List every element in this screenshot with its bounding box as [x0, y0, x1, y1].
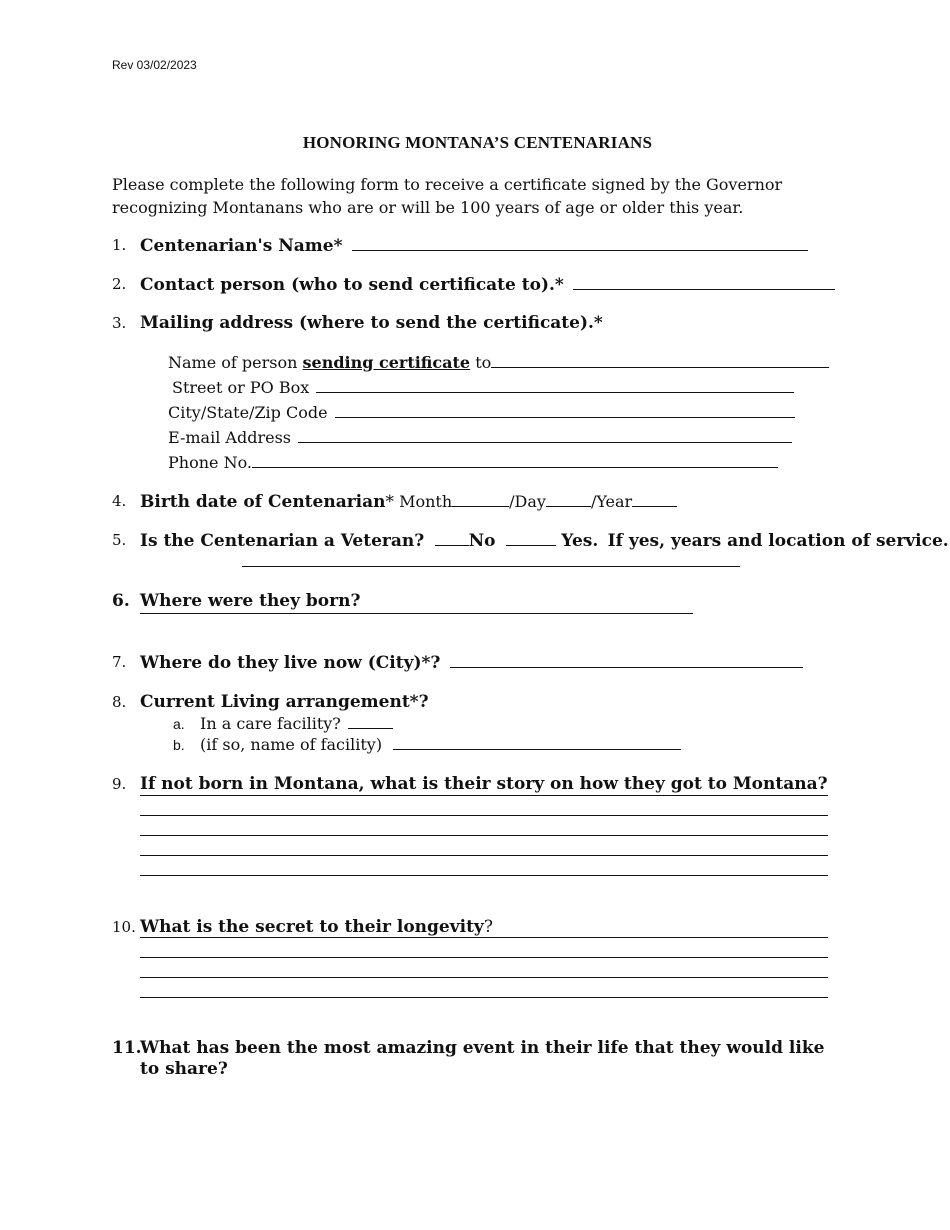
question-number: 3.: [112, 314, 127, 332]
required-star: *: [385, 492, 395, 512]
question-number: 10.: [112, 918, 136, 936]
living-arrangement-a: [173, 713, 393, 734]
address-recipient-row: [168, 352, 829, 373]
recipient-label-suffix: to: [470, 353, 492, 372]
city-label: City/State/Zip Code: [168, 403, 328, 422]
current-city-field[interactable]: [450, 652, 803, 668]
question-label: Where do they live now (City)*?: [140, 653, 441, 673]
question-number: 5.: [112, 531, 127, 549]
street-label: Street or PO Box: [172, 378, 310, 397]
care-facility-field[interactable]: [348, 713, 393, 729]
phone-field[interactable]: [252, 452, 778, 468]
question-number: 1.: [112, 236, 127, 254]
question-number: 8.: [112, 693, 127, 711]
story-line[interactable]: [140, 795, 828, 796]
list-letter: a.: [173, 716, 185, 732]
facility-name-field[interactable]: [393, 734, 681, 750]
address-street-row: [172, 377, 794, 398]
recipient-label-emphasis: sending certificate: [302, 353, 471, 372]
question-label: Mailing address (where to send the certificate).*: [140, 313, 603, 333]
question-label: Is the Centenarian a Veteran?: [140, 531, 425, 551]
recipient-name-field[interactable]: [491, 352, 829, 368]
question-tail: ?: [483, 917, 493, 937]
question-number: 6.: [112, 591, 130, 611]
email-field[interactable]: [298, 427, 792, 443]
birth-year-field[interactable]: [632, 491, 677, 507]
veteran-yes-field[interactable]: [506, 530, 556, 546]
question-label: What has been the most amazing event in their life that they would like to share?: [140, 1038, 825, 1079]
longevity-line[interactable]: [140, 997, 828, 998]
longevity-line[interactable]: [140, 977, 828, 978]
care-facility-label: In a care facility?: [200, 714, 341, 733]
question-number: 9.: [112, 775, 127, 793]
recipient-label-prefix: Name of person: [168, 353, 303, 372]
birthplace-field[interactable]: [140, 613, 693, 614]
veteran-yes-label: Yes.: [561, 531, 599, 551]
longevity-line[interactable]: [140, 937, 828, 938]
story-line[interactable]: [140, 855, 828, 856]
address-city-row: [168, 402, 795, 423]
question-number: 11.: [112, 1038, 142, 1058]
address-phone-row: [168, 452, 778, 473]
street-field[interactable]: [316, 377, 794, 393]
email-label: E-mail Address: [168, 428, 291, 447]
page-title: HONORING MONTANA’S CENTENARIANS: [302, 133, 653, 152]
month-label: Month: [394, 492, 453, 511]
intro-paragraph: Please complete the following form to receive a certificate signed by the Governor recognizing Montanans who are or will be 100 years of age or older this year.: [112, 175, 783, 217]
story-line[interactable]: [140, 835, 828, 836]
story-line[interactable]: [140, 815, 828, 816]
contact-person-field[interactable]: [573, 274, 835, 290]
list-letter: b.: [173, 737, 185, 753]
question-label: Where were they born?: [140, 591, 361, 611]
phone-label: Phone No.: [168, 453, 252, 472]
question-label: Contact person (who to send certificate to).*: [140, 275, 564, 295]
story-line[interactable]: [140, 875, 828, 876]
birth-month-field[interactable]: [452, 491, 509, 507]
living-arrangement-b: [173, 734, 681, 755]
question-number: 7.: [112, 653, 127, 671]
question-label: Birth date of Centenarian: [140, 492, 386, 512]
question-label: If not born in Montana, what is their story on how they got to Montana?: [140, 774, 828, 794]
revision-date: Rev 03/02/2023: [112, 58, 197, 72]
question-label: Current Living arrangement*?: [140, 692, 429, 712]
veteran-service-field[interactable]: [242, 551, 740, 567]
centenarian-name-field[interactable]: [352, 235, 808, 251]
veteran-no-label: No: [468, 531, 496, 551]
veteran-no-field[interactable]: [435, 530, 469, 546]
question-number: 4.: [112, 492, 127, 510]
address-email-row: [168, 427, 792, 448]
day-label: /Day: [509, 492, 546, 511]
facility-name-label: (if so, name of facility): [200, 735, 383, 754]
question-label: Centenarian's Name*: [140, 236, 343, 256]
birth-day-field[interactable]: [546, 491, 591, 507]
year-label: /Year: [590, 492, 633, 511]
question-number: 2.: [112, 275, 127, 293]
longevity-line[interactable]: [140, 957, 828, 958]
question-label: What is the secret to their longevity: [140, 917, 484, 937]
veteran-followup-label: If yes, years and location of service.: [607, 531, 949, 551]
city-state-zip-field[interactable]: [335, 402, 795, 418]
